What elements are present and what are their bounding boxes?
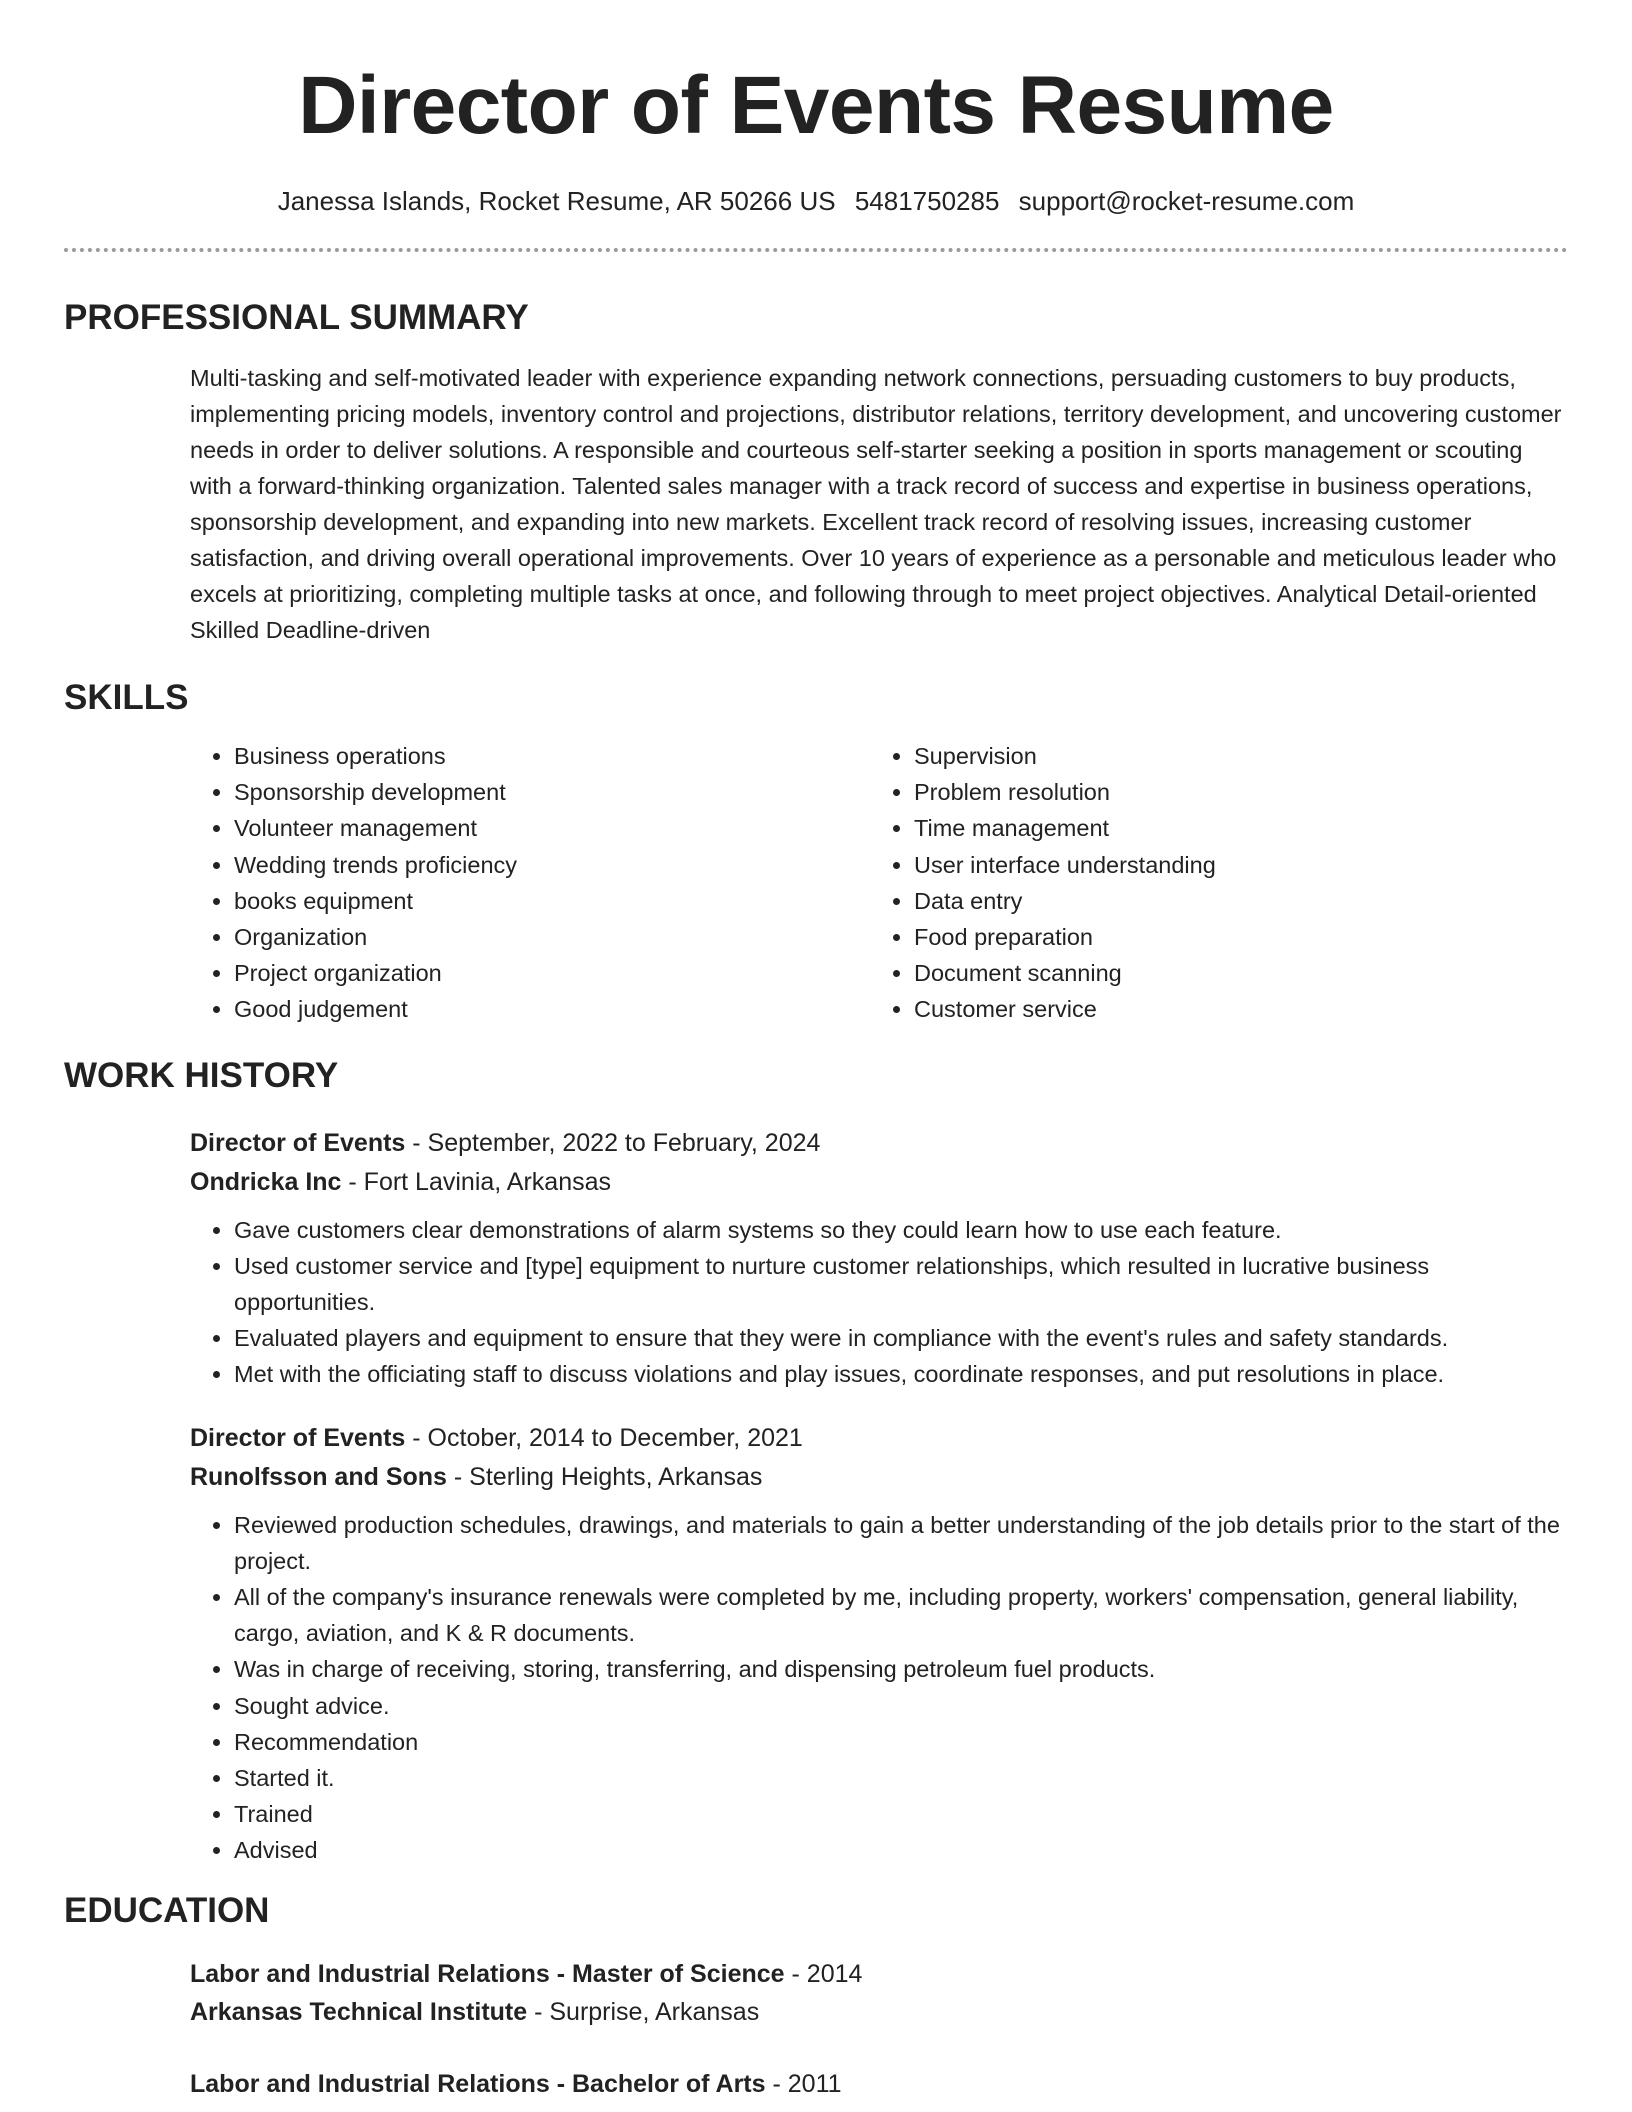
- job-company: Runolfsson and Sons: [190, 1462, 447, 1491]
- job-bullet: • Advised: [234, 1832, 1568, 1868]
- skill-item: • Sponsorship development: [234, 774, 870, 810]
- education-degree: Labor and Industrial Relations - Master of Science: [190, 1959, 785, 1988]
- skills-list: [190, 738, 1568, 1028]
- job-bullet: • Trained: [234, 1796, 1568, 1832]
- skill-item: • Good judgement: [234, 991, 870, 1027]
- skill-item: • Customer service: [914, 991, 1550, 1027]
- job-location: - Sterling Heights, Arkansas: [446, 1462, 763, 1491]
- skill-item: • Supervision: [914, 738, 1550, 774]
- job-title-line: [190, 1419, 1568, 1458]
- summary-text: Multi-tasking and self-motivated leader with experience expanding network connections, persuading customers to buy products, implementing pricing models, inventory control and projections, distributor relations, territory development, and uncovering customer needs in order to deliver solutions. A responsible and courteous self-starter seeking a position in sports management or scouting with a forward-thinking organization. Talented sales manager with a track record of success and expertise in business operations, sponsorship development, and expanding into new markets. Excellent track record of resolving issues, increasing customer satisfaction, and driving overall operational improvements. Over 10 years of experience as a personable and meticulous leader who excels at prioritizing, completing multiple tasks at once, and following through to meet project objectives. Analytical Detail-oriented Skilled Deadline-driven: [190, 365, 1562, 643]
- skill-item: • Time management: [914, 810, 1550, 846]
- job-bullet: • Reviewed production schedules, drawings, and materials to gain a better understanding of the job details prior to the start of the project.: [234, 1507, 1568, 1579]
- job-dates: - October, 2014 to December, 2021: [405, 1423, 803, 1452]
- contact-line: [64, 184, 1568, 218]
- education-heading: EDUCATION: [64, 1890, 270, 1930]
- job-dates: - September, 2022 to February, 2024: [405, 1128, 821, 1157]
- contact-address: Janessa Islands, Rocket Resume, AR 50266 US: [277, 186, 836, 216]
- job-bullet: • Evaluated players and equipment to ensure that they were in compliance with the event's rules and safety standards.: [234, 1320, 1568, 1356]
- resume-page: [64, 0, 1568, 2103]
- skill-item: • Volunteer management: [234, 810, 870, 846]
- job-bullet: • Recommendation: [234, 1724, 1568, 1760]
- job-bullet: • Gave customers clear demonstrations of alarm systems so they could learn how to use each feature.: [234, 1212, 1568, 1248]
- education-location: - Surprise, Arkansas: [527, 1997, 760, 2026]
- work-history-heading: WORK HISTORY: [64, 1055, 339, 1095]
- job-bullet: • All of the company's insurance renewals were completed by me, including property, workers' compensation, general liability, cargo, aviation, and K & R documents.: [234, 1579, 1568, 1651]
- job-bullets: [190, 1507, 1568, 1869]
- skill-item: • User interface understanding: [914, 847, 1550, 883]
- job-bullet: • Sought advice.: [234, 1688, 1568, 1724]
- resume-title: Director of Events Resume: [298, 60, 1334, 151]
- education-year: - 2014: [784, 1959, 863, 1988]
- job-bullet: • Met with the officiating staff to discuss violations and play issues, coordinate responses, and put resolutions in place.: [234, 1356, 1568, 1392]
- job-title-line: [190, 1124, 1568, 1163]
- education-entry: [190, 1955, 1568, 2031]
- skill-item: • Food preparation: [914, 919, 1550, 955]
- skill-item: • Document scanning: [914, 955, 1550, 991]
- education-degree-line: [190, 1955, 1568, 1993]
- skill-item: • Project organization: [234, 955, 870, 991]
- contact-phone: 5481750285: [854, 186, 1000, 216]
- job-company: Ondricka Inc: [190, 1167, 342, 1196]
- skill-item: • Business operations: [234, 738, 870, 774]
- job-entry: [190, 1419, 1568, 1869]
- education-degree-line: [190, 2065, 1568, 2103]
- job-company-line: [190, 1163, 1568, 1202]
- skills-column-right: [870, 738, 1550, 1028]
- education-entry: [190, 2065, 1568, 2103]
- header-divider: [64, 248, 1568, 252]
- job-bullets: [190, 1212, 1568, 1393]
- job-location: - Fort Lavinia, Arkansas: [341, 1167, 612, 1196]
- job-entry: [190, 1124, 1568, 1393]
- job-company-line: [190, 1458, 1568, 1497]
- skill-item: • Problem resolution: [914, 774, 1550, 810]
- education-degree: Labor and Industrial Relations - Bachelor of Arts: [190, 2069, 766, 2098]
- skill-item: • Wedding trends proficiency: [234, 847, 870, 883]
- education-year: - 2011: [765, 2069, 842, 2098]
- job-bullet: • Was in charge of receiving, storing, transferring, and dispensing petroleum fuel products.: [234, 1651, 1568, 1687]
- job-bullet: • Started it.: [234, 1760, 1568, 1796]
- education-school: Arkansas Technical Institute: [190, 1997, 528, 2026]
- contact-email: support@rocket-resume.com: [1018, 186, 1355, 216]
- skill-item: • books equipment: [234, 883, 870, 919]
- job-title: Director of Events: [190, 1423, 406, 1452]
- education-school-line: [190, 1993, 1568, 2031]
- summary-heading: PROFESSIONAL SUMMARY: [64, 298, 529, 337]
- skill-item: • Organization: [234, 919, 870, 955]
- job-title: Director of Events: [190, 1128, 406, 1157]
- skills-column-left: [190, 738, 870, 1028]
- skill-item: • Data entry: [914, 883, 1550, 919]
- job-bullet: • Used customer service and [type] equipment to nurture customer relationships, which resulted in lucrative business opportunities.: [234, 1248, 1568, 1320]
- skills-heading: SKILLS: [64, 678, 189, 717]
